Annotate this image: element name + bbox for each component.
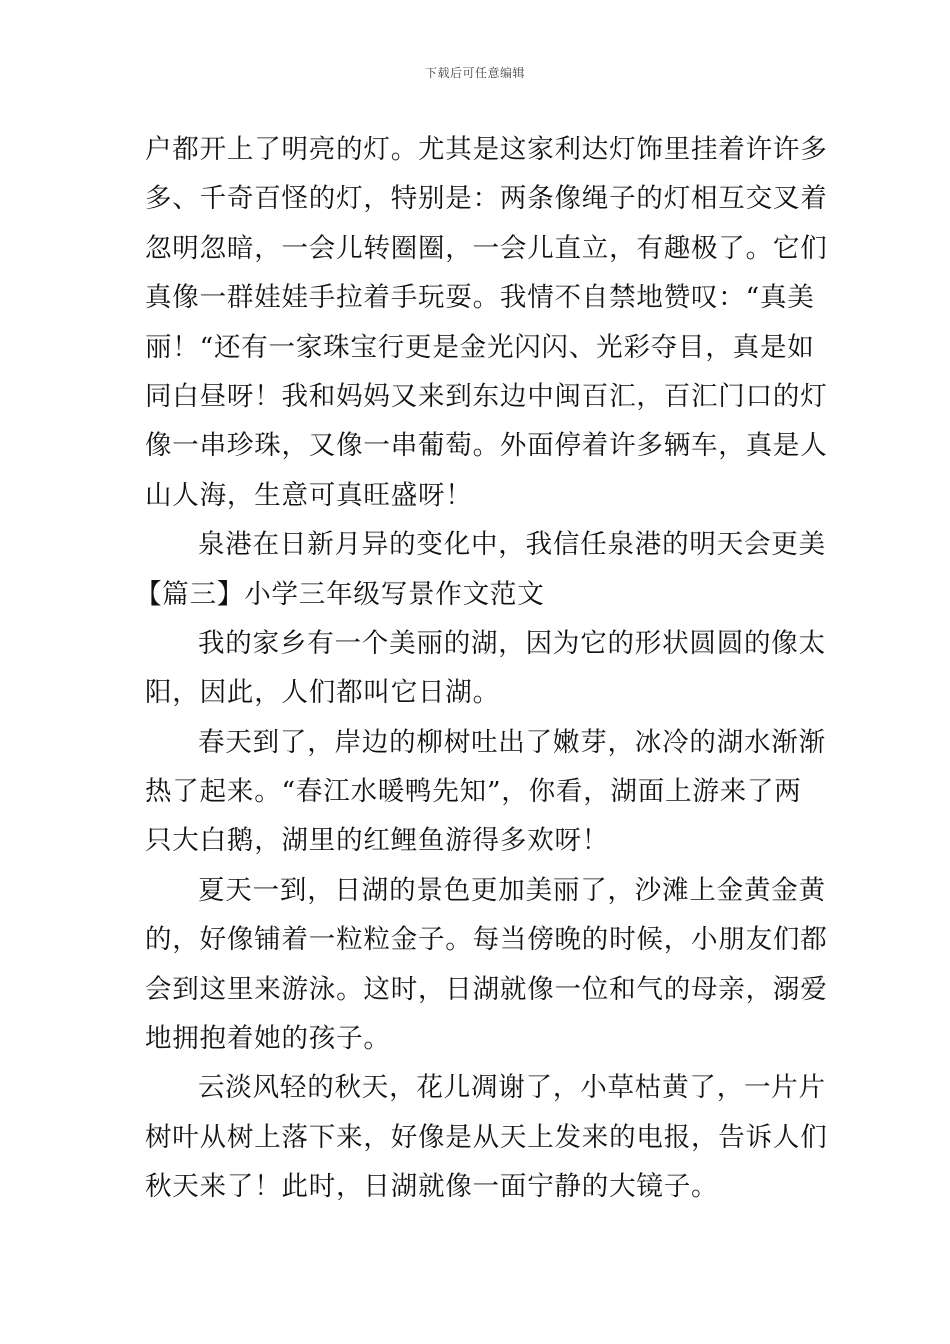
text-line: 秋天来了！此时，日湖就像一面宁静的大镜子。 (145, 1171, 719, 1203)
text-line: 山人海，生意可真旺盛呀！ (145, 479, 473, 511)
section-heading: 【篇三】小学三年级写景作文范文 (135, 578, 545, 610)
text-line: 地拥抱着她的孩子。 (145, 1023, 391, 1055)
text-line: 同白昼呀！我和妈妈又来到东边中闽百汇，百汇门口的灯 (145, 380, 828, 412)
text-line: 忽明忽暗，一会儿转圈圈，一会儿直立，有趣极了。它们 (145, 232, 828, 264)
text-line: 我的家乡有一个美丽的湖，因为它的形状圆圆的像太 (198, 627, 826, 659)
text-line: 像一串珍珠，又像一串葡萄。外面停着许多辆车，真是人 (145, 430, 828, 462)
page-header: 下载后可任意编辑 (424, 66, 525, 80)
text-line: 夏天一到，日湖的景色更加美丽了，沙滩上金黄金黄 (198, 874, 826, 906)
text-line: 只大白鹅，湖里的红鲤鱼游得多欢呀！ (145, 825, 610, 857)
text-line: 真像一群娃娃手拉着手玩耍。我情不自禁地赞叹：“真美 (145, 282, 815, 314)
text-line: 热了起来。“春江水暖鸭先知”，你看，湖面上游来了两 (145, 776, 802, 808)
text-line: 云淡风轻的秋天，花儿凋谢了，小草枯黄了，一片片 (198, 1072, 826, 1104)
text-line: 阳，因此，人们都叫它日湖。 (145, 677, 500, 709)
text-line: 会到这里来游泳。这时，日湖就像一位和气的母亲，溺爱 (145, 973, 828, 1005)
text-line: 春天到了，岸边的柳树吐出了嫩芽，冰冷的湖水渐渐 (198, 726, 826, 758)
text-line: 泉港在日新月异的变化中，我信任泉港的明天会更美 (198, 529, 826, 561)
text-line: 户都开上了明亮的灯。尤其是这家利达灯饰里挂着许许多 (145, 134, 828, 165)
text-line: 多、千奇百怪的灯，特别是：两条像绳子的灯相互交叉着 (145, 183, 828, 215)
text-line: 的，好像铺着一粒粒金子。每当傍晚的时候，小朋友们都 (145, 924, 828, 956)
text-line: 树叶从树上落下来，好像是从天上发来的电报，告诉人们 (145, 1121, 828, 1153)
text-line: 丽！“还有一家珠宝行更是金光闪闪、光彩夺目，真是如 (145, 331, 815, 363)
document-body (135, 125, 828, 1212)
